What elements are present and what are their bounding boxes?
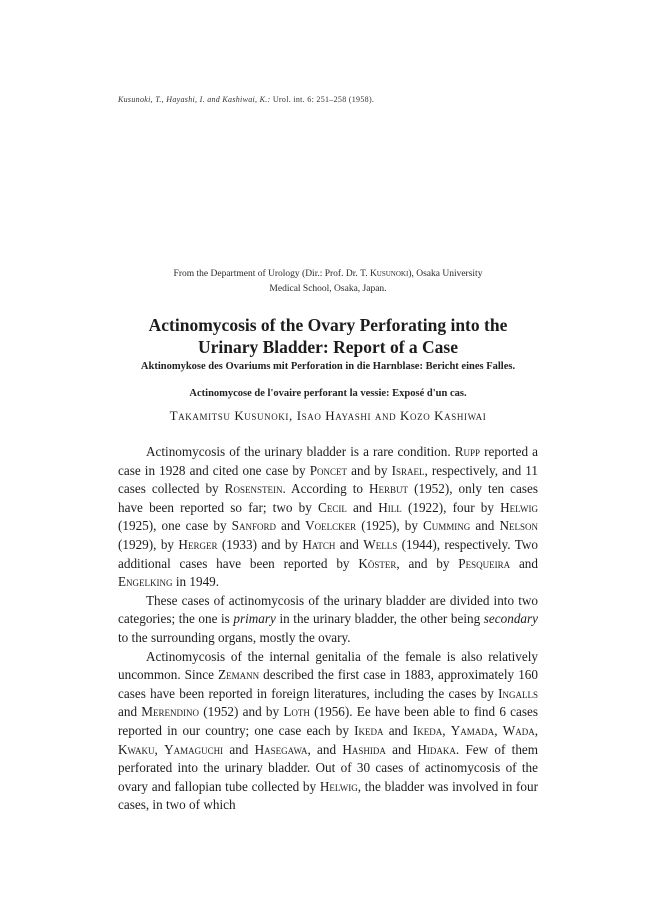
director-name: T. Kusunoki: [360, 269, 409, 279]
author-ref: Zemann: [218, 667, 260, 683]
author-ref: Nelson: [499, 518, 538, 534]
citation-line: [118, 95, 374, 104]
author-ref: Cecil: [318, 499, 347, 515]
author-ref: Hill: [378, 499, 402, 515]
german-subtitle: Aktinomykose des Ovariums mit Perforation in die Harnblase: Bericht eines Falles.: [140, 361, 516, 372]
author-ref: Ikeda: [354, 722, 384, 738]
author-ref: Engelking: [118, 574, 173, 590]
author-ref: Pesqueira: [458, 555, 511, 571]
author-ref: Voelcker: [305, 518, 357, 534]
emphasis-primary: primary: [233, 611, 276, 627]
author-ref: Wells: [363, 536, 398, 552]
affiliation: [118, 267, 538, 297]
author-ref: Rupp: [454, 444, 481, 459]
french-subtitle: Actinomycose de l'ovaire perforant la vessie: Exposé d'un cas.: [189, 388, 467, 399]
author-ref: Helwig: [319, 778, 358, 794]
author-ref: Hashida: [342, 741, 386, 757]
affiliation-line-1: From the Department of Urology (Dir.: Prof. Dr. T. Kusunoki), Osaka University: [173, 269, 483, 279]
author-ref: Hasegawa: [254, 741, 308, 757]
article-title: Actinomycosis of the Ovary Perforating into the Urinary Bladder: Report of a Case: [148, 315, 508, 357]
author-ref: Rosenstein: [224, 481, 283, 497]
body-paragraph-3: Actinomycosis of the internal genitalia of the female is also relatively uncommon. Since Zemann described the first case in 1883, approximately 160 cases have been reported in foreign literatures, including the cases by Ingalls and Merendino (1952) and by Loth (1956). Ee have been able to find 6 cases reported in our country; one case each by Ikeda and Ikeda, Yamada, Wada, Kwaku, Yamaguchi and Hasegawa, and Hashida and Hidaka. Few of them perforated into the urinary bladder. Out of 30 cases of actinomycosis of the ovary and fallopian tube collected by Helwig, the bladder was involved in four cases, in two of which: [118, 648, 539, 813]
author-ref: Kwaku: [118, 741, 155, 757]
author-ref: Wada: [502, 722, 535, 738]
author-ref: Köster: [358, 555, 397, 571]
citation-authors: Kusunoki, T., Hayashi, I. and Kashiwai, K.:: [118, 95, 271, 104]
body-paragraph-1: Actinomycosis of the urinary bladder is a rare condition. Rupp reported a case in 1928 and cited one case by Poncet and by Israel, respectively, and 11 cases collected by Rosenstein. According to Herbut (1952), only ten cases have been reported so far; two by Cecil and Hill (1922), four by Helwig (1925), one case by Sanford and Voelcker (1925), by Cumming and Nelson (1929), by Herger (1933) and by Hatch and Wells (1944), respectively. Two additional cases have been reported by Köster, and by Pesqueira and Engelking in 1949.: [118, 444, 538, 590]
author-ref: Cumming: [423, 518, 471, 534]
author-ref: Hidaka: [417, 741, 456, 757]
author-ref: Ikeda: [412, 722, 443, 738]
author-ref: Sanford: [231, 518, 276, 534]
author-ref: Ingalls: [498, 685, 538, 701]
author-ref: Yamaguchi: [164, 741, 224, 757]
author-ref: Hatch: [302, 536, 336, 552]
author-ref: Herbut: [369, 481, 409, 497]
affiliation-line-2: Medical School, Osaka, Japan.: [269, 284, 387, 294]
body-paragraph-2: These cases of actinomycosis of the urinary bladder are divided into two categories; the one is primary in the urinary bladder, the other being secondary to the surrounding organs, mostly the ovary.: [118, 592, 538, 645]
author-ref: Yamada: [450, 722, 495, 738]
author-ref: Herger: [178, 536, 218, 552]
author-ref: Poncet: [309, 462, 348, 478]
author-list: Takamitsu Kusunoki, Isao Hayashi and Kozo Kashiwai: [169, 408, 487, 423]
author-ref: Israel: [391, 462, 425, 478]
author-ref: Helwig: [500, 499, 538, 515]
author-ref: Merendino: [141, 704, 200, 720]
citation-source: Urol. int. 6: 251–258 (1958).: [272, 95, 375, 104]
article-body: [118, 443, 538, 815]
emphasis-secondary: secondary: [483, 611, 538, 627]
author-ref: Loth: [283, 704, 310, 720]
